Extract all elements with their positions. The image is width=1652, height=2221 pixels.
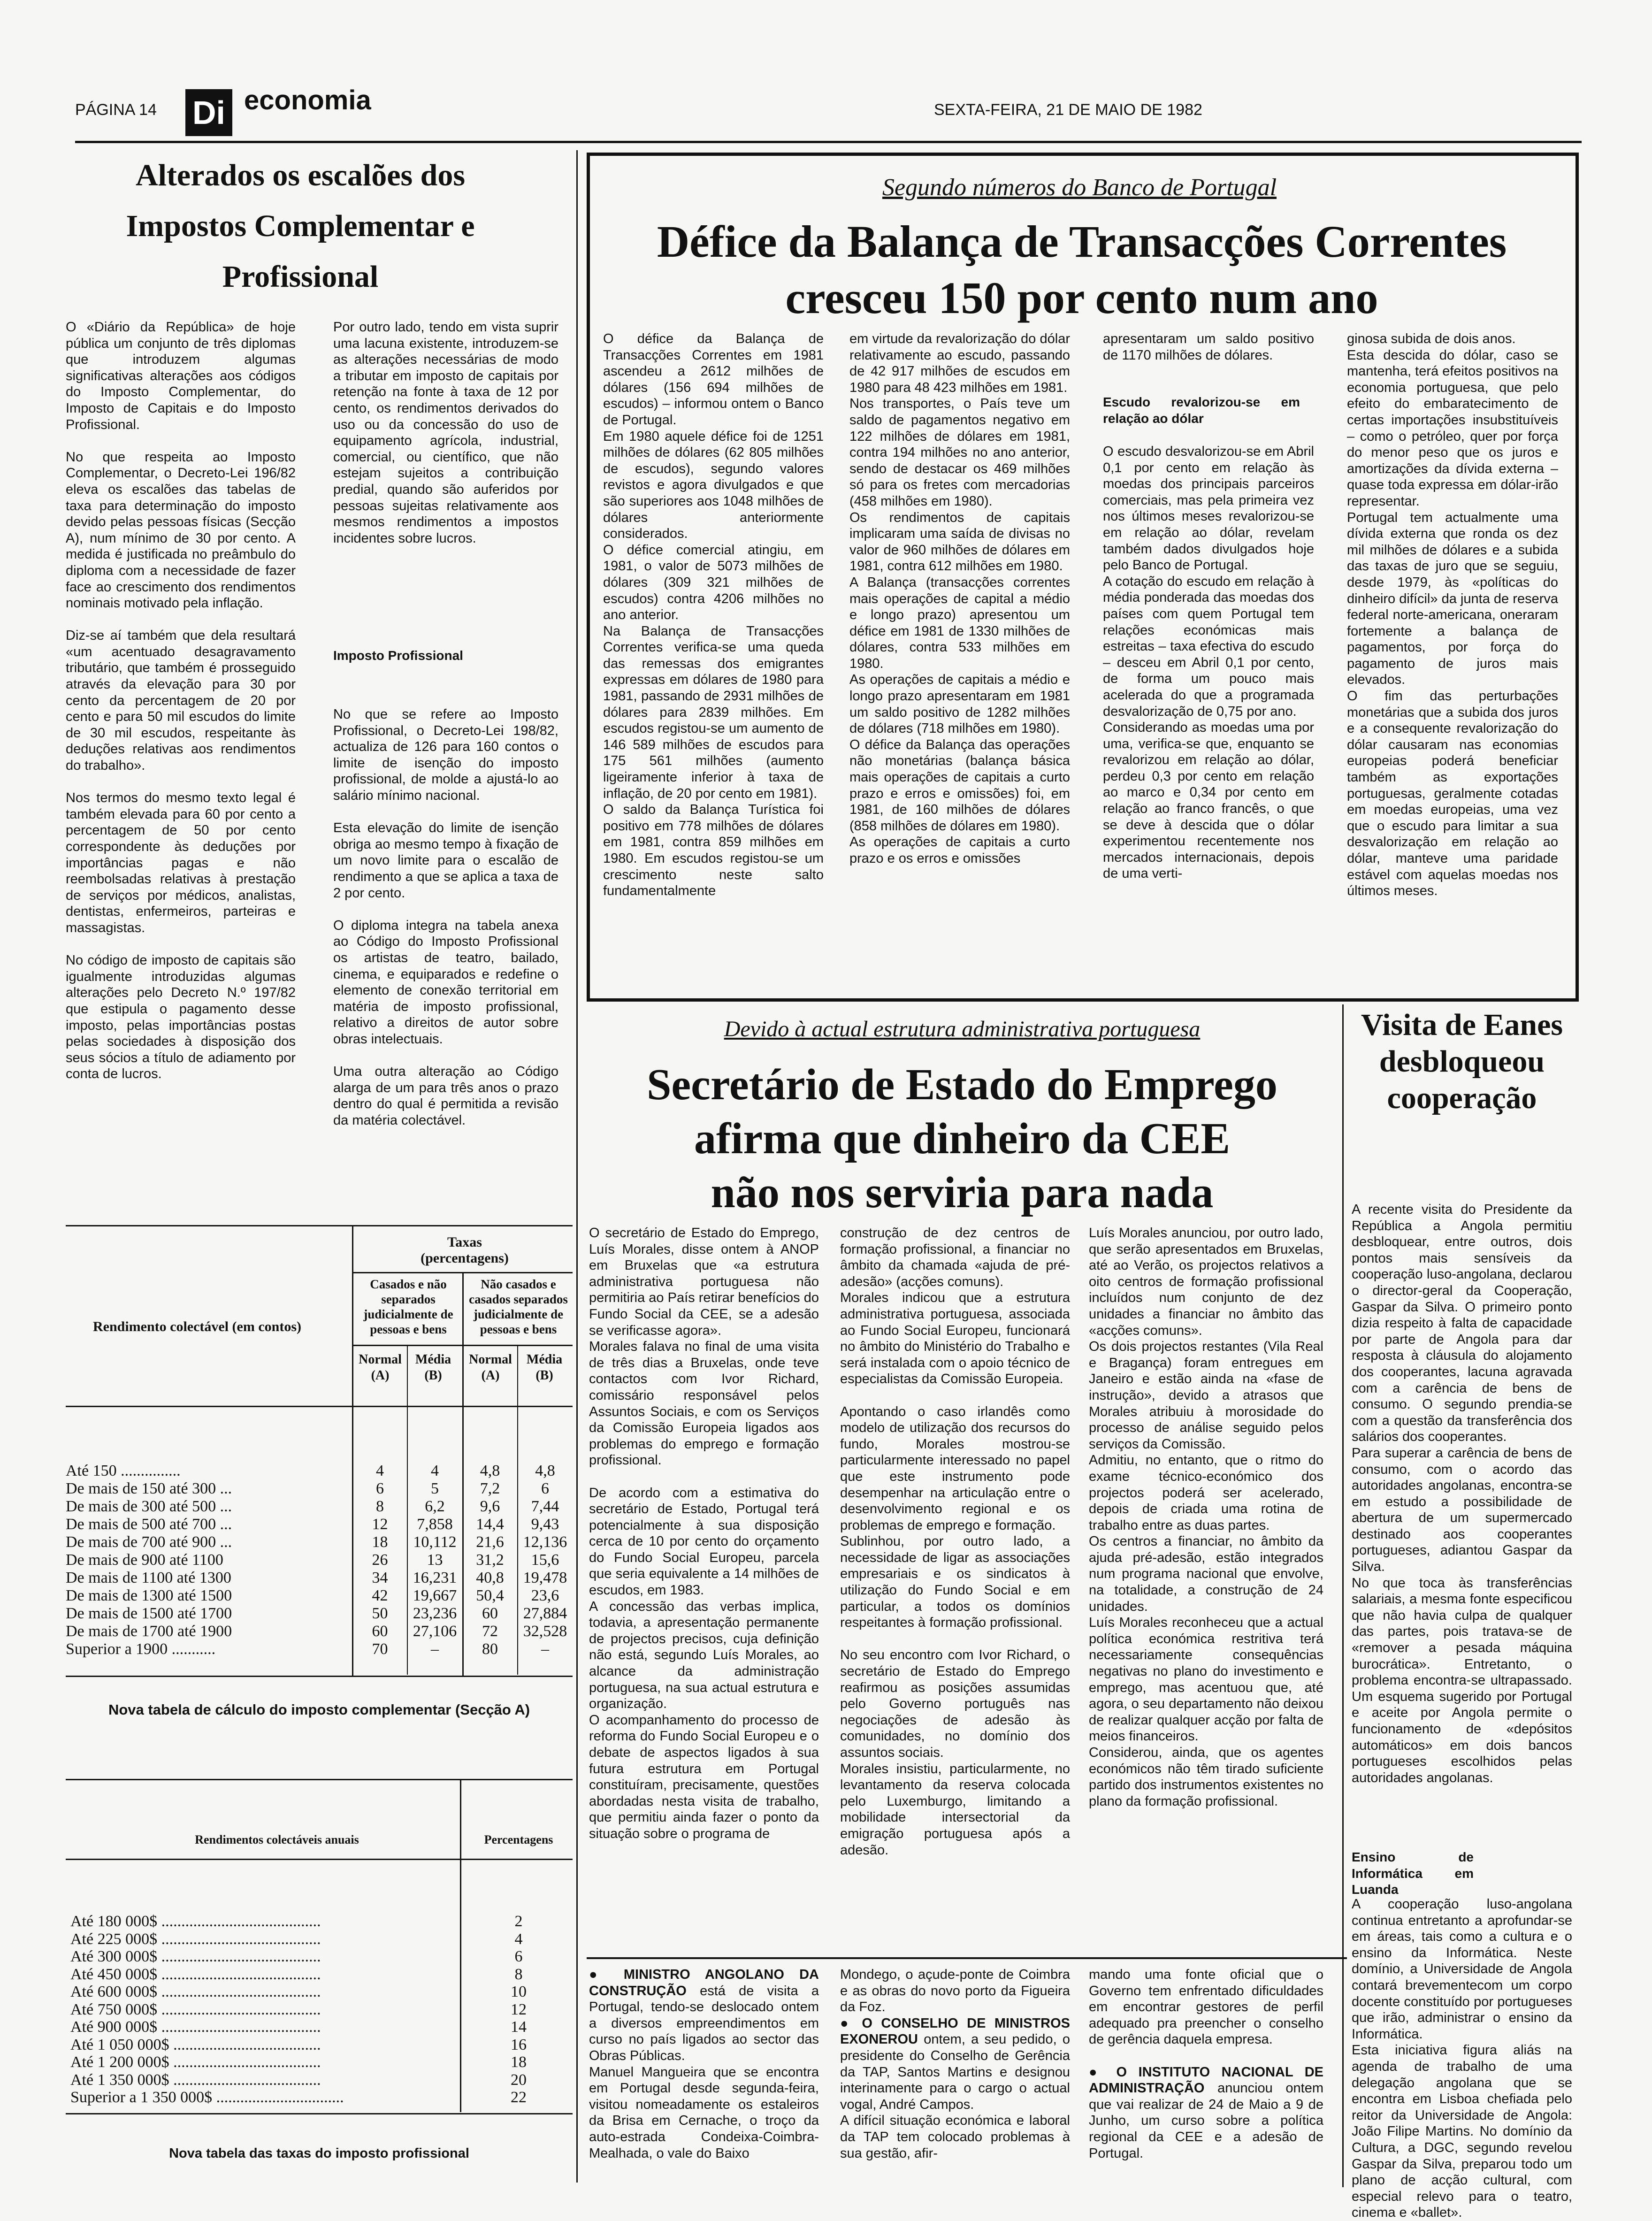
table-cell: 31,2 — [476, 1551, 504, 1569]
cee-kicker: Devido à actual estrutura administrativa portuguesa — [724, 1017, 1201, 1042]
brief-1-text: está de visita a Portugal, tendo-se deslocado ontem a diversos empreendimentos em curso no país ligados ao sector das Obras Públicas. Manuel Mangueira que se encontra em Portugal desde segunda-feira, visitou nomeadamente os estaleiros da Brisa em Cernache, o troço da auto-estrada Condeixa-Coimbra-Mealhada, o vale do Baixo — [589, 1983, 819, 2161]
table-row — [66, 2053, 573, 2071]
eanes-col: A recente visita do Presidente da República a Angola permitiu desbloquear, entre outros, dois pontos mais sensíveis da cooperação luso-angolana, declarou o director-geral da Cooperação, Gaspar da Silva. O primeiro ponto dizia respeito à falta de capacidade por parte de Angola para dar resposta à cláusula do alojamento dos cooperantes, lacuna agravada com a carência de bens de consumo. O segundo prendia-se com a questão da transferência dos salários dos cooperantes. Para superar a carência de bens de consumo, com o acordo das autoridades angolanas, encontra-se em estudo a possibilidade de abertura de um supermercado destinado aos cooperantes portugueses, adiantou Gaspar da Silva. No que toca às transferências salariais, a mesma fonte especificou que não havia culpa de qualquer das partes, pois tratava-se de «remover a pesada máquina burocrática». Entretanto, o problema encontra-se ultrapassado. Um esquema sugerido por Portugal e aceite por Angola permite o funcionamento de «depósitos automáticos» em dois bancos portugueses escolhidos pelas autoridades angolanas. — [1352, 1202, 1572, 1785]
table-cell: Até 1 350 000$ ..................................... — [70, 2071, 321, 2089]
table-cell: De mais de 900 até 1100 — [66, 1551, 223, 1569]
table-cell: 6,2 — [425, 1498, 445, 1515]
table-cell: 32,528 — [523, 1623, 567, 1640]
table-cell: 4 — [376, 1462, 384, 1479]
table-cell: Até 180 000$ ........................................ — [70, 1913, 321, 1930]
table-row — [66, 1605, 573, 1623]
table-cell: 18 — [372, 1533, 388, 1551]
eanes-headline: Visita de Eanes desbloqueou cooperação — [1361, 1008, 1563, 1115]
table-row — [66, 1569, 573, 1587]
brief-4 — [1089, 1967, 1328, 2201]
column-rule — [1342, 1004, 1344, 2187]
table-row — [66, 2089, 573, 2106]
table-row — [66, 1983, 573, 2001]
head-rendimentos: Rendimentos colectáveis anuais — [195, 1833, 359, 1846]
table-row — [66, 1966, 573, 1984]
table-cell: De mais de 1700 até 1900 — [66, 1623, 232, 1640]
head-rule — [66, 1859, 573, 1860]
table-cell: 6 — [541, 1480, 549, 1497]
impostos-col2a: Por outro lado, tendo em vista suprir uma lacuna existente, introduzem-se as alterações necessárias de modo a tributar em imposto de capitais por retenção na fonte à taxa de 12 por cento, os rendimentos derivados do uso ou da concessão do uso de equipamento agrícola, industrial, comercial, ou científico, que não estejam sujeitos a contribuição predial, quando são auferidos por pessoas sujeitas relativamente aos mesmos rendimentos a impostos incidentes sobre lucros. — [333, 320, 563, 546]
column-rule — [576, 150, 578, 2183]
table-cell: 23,6 — [531, 1587, 559, 1604]
cee-headline2: afirma que dinheiro da CEE — [694, 1114, 1231, 1163]
table-cell: 23,236 — [413, 1605, 457, 1622]
table-cell: 2 — [514, 1913, 523, 1930]
table-cell: 7,2 — [480, 1480, 500, 1497]
table-cell: 20 — [511, 2071, 527, 2089]
table-head-taxas: Taxas (percentagens) — [421, 1234, 509, 1266]
table-row — [66, 1640, 573, 1658]
table-cell: De mais de 300 até 500 ... — [66, 1498, 232, 1515]
table-head-nao-casados: Não casados e casados separados judicialmente de pessoas e bens — [469, 1277, 568, 1336]
head-media-b2: Média (B) — [526, 1352, 563, 1383]
table-cell: 12 — [372, 1516, 388, 1533]
table-cell: 12,136 — [523, 1533, 567, 1551]
table-row — [66, 1623, 573, 1640]
eanes-subhead: Ensino de Informática em Luanda — [1352, 1850, 1477, 1897]
table-bottom-rule — [66, 2113, 573, 2114]
table-row — [66, 1533, 573, 1551]
brief-1 — [589, 1967, 823, 2201]
table-cell: 21,6 — [476, 1533, 504, 1551]
table-cell: Até 1 200 000$ ..................................... — [70, 2053, 321, 2071]
table-cell: 13 — [427, 1551, 443, 1569]
table-cell: 4 — [514, 1930, 523, 1948]
table-cell: De mais de 150 até 300 ... — [66, 1480, 232, 1497]
table-cell: 6 — [514, 1948, 523, 1965]
table-cell: Até 600 000$ ........................................ — [70, 1983, 321, 2000]
table-cell: De mais de 1100 até 1300 — [66, 1569, 231, 1586]
table-row — [66, 1930, 573, 1948]
brief-4-text: mando uma fonte oficial que o Governo tem enfrentado dificuldades em encontrar gestores de perfil adequado pra preencher o conselho de gerência daquela empresa. — [1089, 1967, 1328, 2047]
table-complementar — [66, 1225, 573, 1737]
table-cell: 27,884 — [523, 1605, 567, 1622]
masthead — [75, 80, 1577, 136]
table-cell: 72 — [482, 1623, 498, 1640]
table-cell: Superior a 1 350 000$ ................................ — [70, 2089, 344, 2106]
table-head-casados: Casados e não separados judicialmente de pessoas e bens — [363, 1277, 453, 1336]
balanca-col4: ginosa subida de dois anos. Esta descida do dólar, caso se mantenha, terá efeitos positivos na economia portuguesa, que pelo efeito do embaratecimento de certas importações insubstituíveis – como o petróleo, quer por força do menor peso que os juros e amortizações da dívida externa – quase toda expressa em dólar-irão representar. Portugal tem actualmente uma dívida externa que ronda os dez mil milhões de dólares e a subida das taxas de juro que se seguiu, desde 1979, às «políticas do dinheiro difícil» da junta de reserva federal norte-americana, oneraram fortemente a balança de pagamentos, por força do pagamento de juros mais elevados. O fim das perturbações monetárias que a subida dos juros e a consequente revalorização do dólar causaram nas economias europeias poderá beneficiar também as exportações portuguesas, geralmente cotadas em moedas europeias, uma vez que o escudo para limitar a sua desvalorização em relação ao dólar, manteve uma paridade estável com aquelas moedas nos últimos meses. — [1347, 331, 1558, 899]
table-cell: 27,106 — [413, 1623, 457, 1640]
brief-5-title: O INSTITUTO NACIONAL DE ADMINISTRAÇÃO — [1089, 2064, 1327, 2096]
table-row — [66, 1913, 573, 1930]
table-cell: 8 — [514, 1965, 523, 1983]
bullet-icon: ● — [840, 2015, 862, 2031]
balanca-col1: O défice da Balança de Transacções Correntes em 1981 ascendeu a 2612 milhões de dólares (156 694 milhões de escudos) – informou ontem o Banco de Portugal. Em 1980 aquele défice foi de 1251 milhões de dólares (62 805 milhões de escudos), segundo valores revistos e agora divulgados e que são superiores aos 1048 milhões de dólares anteriormente considerados. O défice comercial atingiu, em 1981, o valor de 5073 milhões de dólares (309 321 milhões de escudos) contra 4206 milhões no ano anterior. Na Balança de Transacções Correntes verifica-se uma queda das remessas dos emigrantes expressas em dólares de 1980 para 1981, passando de 2931 milhões de dólares para 2839 milhões. Em escudos registou-se um aumento de 146 589 milhões de escudos para 175 561 milhões (aumento ligeiramente inferior à taxa de inflação, de 20 por cento em 1981). O saldo da Balança Turística foi positivo em 778 milhões de dólares em 1981, contra 859 milhões em 1980. Em escudos registou-se um crescimento neste salto fundamentalmente — [603, 331, 824, 899]
table-cell: Até 750 000$ ........................................ — [70, 2000, 321, 2018]
table-cell: 9,43 — [531, 1516, 559, 1533]
table-cell: 9,6 — [480, 1498, 500, 1515]
table-cell: 14 — [511, 2018, 527, 2036]
table-cell: 5 — [431, 1480, 439, 1497]
page-number: PÁGINA 14 — [75, 101, 157, 119]
cee-col2: construção de dez centros de formação profissional, a financiar no âmbito da chamada «ajuda de pré-adesão» (acções comuns). Morales indicou que a estrutura administrativa portuguesa, associada ao Fundo Social Europeu, funcionará no âmbito do Ministério do Trabalho e será instalada com o apoio técnico de especialistas da Comissão Europeia. Apontando o caso irlandês como modelo de utilização dos recursos do fundo, Morales mostrou-se particularmente interessado no papel que este instrumento pode desempenhar na articulação entre o desenvolvimento regional e os problemas de emprego e formação. Sublinhou, por outro lado, a necessidade de ligar as associações empresariais e os sindicatos à utilização do Fundo Social e em particular, a todos os domínios respeitantes à formação profissional. No seu encontro com Ivor Richard, o secretário de Estado do Emprego reafirmou as posições assumidas pelo Governo português nas negociações de adesão às comunidades, no domínio dos assuntos sociais. Morales insistiu, particularmente, no levantamento da reserva colocada pelo Luxemburgo, limitando a mobilidade intersectorial da emigração portuguesa após a adesão. — [840, 1225, 1070, 1858]
table-cell: – — [431, 1640, 439, 1658]
table-cell: Até 300 000$ ........................................ — [70, 1948, 321, 1965]
head-normal-a2: Normal (A) — [469, 1352, 512, 1383]
table-row — [66, 1551, 573, 1569]
table-bottom-rule — [66, 1676, 573, 1677]
header-rule — [75, 141, 1582, 143]
table-cell: Até 1 050 000$ ..................................... — [70, 2036, 321, 2053]
table-cell: Superior a 1900 ........... — [66, 1640, 216, 1658]
cee-headline1: Secretário de Estado do Emprego — [647, 1060, 1277, 1109]
table-cell: 60 — [372, 1623, 388, 1640]
table-cell: Até 150 ............... — [66, 1462, 181, 1479]
head-media-b: Média (B) — [415, 1352, 451, 1383]
table-cell: 12 — [511, 2000, 527, 2018]
balanca-col3b: O escudo desvalorizou-se em Abril 0,1 por cento em relação às moedas dos principais parceiros comerciais, mas pela primeira vez nos últimos meses revalorizou-se em relação ao dólar, revelam também dados divulgados hoje pelo Banco de Portugal. A cotação do escudo em relação à média ponderada das moedas dos países com quem Portugal tem relações económicas mais estreitas – taxa efectiva do escudo – desceu em Abril 0,1 por cento, de forma um pouco mais acelerada do que a programada desvalorização de 0,75 por ano. Considerando as moedas uma por uma, verifica-se que, enquanto se revalorizou em relação ao dólar, perdeu 0,3 por cento em relação ao marco e 0,34 por cento em relação ao franco francês, o que se deve à descida que o dólar experimentou recentemente nos mercados internacionais, depois de uma verti- — [1103, 444, 1314, 881]
table-cell: 50,4 — [476, 1587, 504, 1604]
table-cell: 4 — [431, 1462, 439, 1479]
cee-col3: Luís Morales anunciou, por outro lado, que serão apresentados em Bruxelas, até ao Verão, os projectos relativos a oito centros de formação profissional incluídos num conjunto de dez unidades a financiar no âmbito das «acções comuns». Os dois projectos restantes (Vila Real e Bragança) foram entregues em Janeiro e estão ainda na «fase de instrução», devido a atrasos que Morales atribuiu à morosidade do processo de análise seguido pelos serviços da Comissão. Admitiu, no entanto, que o ritmo do exame técnico-económico dos projectos poderá ser acelerado, depois de criada uma rotina de trabalho entre as duas partes. Os centros a financiar, no âmbito da ajuda pré-adesão, estão integrados num programa nacional que envolve, na totalidade, a construção de 24 unidades. Luís Morales reconheceu que a actual política económica restritiva terá necessariamente consequências negativas no plano do investimento e emprego, mas acentuou que, até agora, o seu departamento não deixou de realizar qualquer acção por falta de meios financeiros. Considerou, ainda, que os agentes económicos não têm tirado suficiente partido dos instrumentos existentes no plano da formação profissional. — [1089, 1225, 1323, 1809]
balanca-headline1: Défice da Balança de Transacções Correntes — [657, 216, 1507, 267]
table-cell: 19,667 — [413, 1587, 457, 1604]
cee-headline3: não nos serviria para nada — [711, 1168, 1214, 1217]
balanca-kicker: Segundo números do Banco de Portugal — [882, 174, 1277, 201]
brief-2 — [840, 1967, 1074, 2201]
table-row — [66, 1480, 573, 1498]
brief-1-title: MINISTRO ANGOLANO DA CONSTRUÇÃO — [589, 1967, 823, 1999]
table-cell: 6 — [376, 1480, 384, 1497]
table-row — [66, 1948, 573, 1966]
brief-2-text: Mondego, o açude-ponte de Coimbra e as obras do novo porto da Figueira da Foz. — [840, 1967, 1074, 2015]
table-cell: Até 900 000$ ........................................ — [70, 2018, 321, 2036]
impostos-col2b: No que se refere ao Imposto Profissional, o Decreto-Lei 198/82, actualiza de 126 para 160 contos o limite de isenção do imposto profissional, de molde a ajustá-lo ao salário mínimo nacional. Esta elevação do limite de isenção obriga ao mesmo tempo à fixação de um novo limite para o escalão de rendimento a que se aplica a taxa de 2 por cento. O diploma integra na tabela anexa ao Código do Imposto Profissional os artistas de teatro, bailado, cinema, e equiparados e redefine o elemento de conexão territorial em matéria de imposto profissional, relativo a direitos de autor sobre obras intelectuais. Uma outra alteração ao Código alarga de um para três anos o prazo dentro do qual é permitida a revisão da matéria colectável. — [333, 707, 558, 1128]
table-cell: 4,8 — [480, 1462, 500, 1479]
newspaper-logo-icon: Di — [185, 89, 232, 136]
table-cell: 26 — [372, 1551, 388, 1569]
table-cell: 8 — [376, 1498, 384, 1515]
table-cell: De mais de 1300 até 1500 — [66, 1587, 232, 1604]
table-profissional — [66, 1779, 573, 2173]
table-cell: 10 — [511, 1983, 527, 2000]
brief-5-text: anunciou ontem que vai realizar de 24 de Maio a 9 de Junho, um curso sobre a política regional da CEE e a adesão de Portugal. — [1089, 2081, 1328, 2161]
table-cell: 18 — [511, 2053, 527, 2071]
table-top-rule — [66, 1225, 573, 1226]
table-top-rule — [66, 1779, 573, 1780]
balanca-col3a: apresentaram um saldo positivo de 1170 milhões de dólares. — [1103, 331, 1318, 363]
table-cell: 7,858 — [417, 1516, 453, 1533]
table-cell: 7,44 — [531, 1498, 559, 1515]
table-row — [66, 2071, 573, 2089]
section-title: economia — [244, 85, 371, 115]
table-cell: – — [541, 1640, 549, 1658]
table-row — [66, 1462, 573, 1480]
table-row — [66, 2036, 573, 2054]
balanca-col2: em virtude da revalorização do dólar relativamente ao escudo, passando de 42 917 milhões de escudos em 1980 para 48 423 milhões em 1981. Nos transportes, o País teve um saldo de pagamentos negativo em 122 milhões de dólares em 1981, contra 194 milhões no ano anterior, sendo de destacar os 469 milhões só para os fretes com mercadorias (458 milhões em 1980). Os rendimentos de capitais implicaram uma saída de divisas no valor de 960 milhões de dólares em 1981, contra 612 milhões em 1980. A Balança (transacções correntes mais operações de capital a médio e longo prazo) apresentou um défice em 1981 de 1330 milhões de dólares, contra 533 milhões em 1980. As operações de capitais a médio e longo prazo apresentaram em 1981 um saldo positivo de 1282 milhões de dólares (718 milhões em 1980). O défice da Balança das operações não monetárias (balança básica mais operações de capitais a curto prazo e erros e omissões) foi, em 1981, de 160 milhões de dólares (858 milhões de dólares em 1980). As operações de capitais a curto prazo e os erros e omissões — [849, 331, 1070, 866]
issue-date: SEXTA-FEIRA, 21 DE MAIO DE 1982 — [934, 101, 1202, 119]
table-caption: Nova tabela de cálculo do imposto complementar (Secção A) — [108, 1701, 530, 1718]
table-cell: 15,6 — [531, 1551, 559, 1569]
impostos-subhead: Imposto Profissional — [333, 648, 463, 663]
bullet-icon: ● — [589, 1967, 624, 1982]
head-percentagens: Percentagens — [484, 1833, 553, 1846]
table-cell: De mais de 700 até 900 ... — [66, 1533, 232, 1551]
eanes-col-b: A cooperação luso-angolana continua entretanto a aprofundar-se em áreas, tais como a cultura e o ensino da Informática. Neste domínio, a Universidade de Angola contará brevementecom um corpo docente constituído por portugueses que irão, administrar o ensino da Informática. Esta iniciativa figura aliás na agenda de trabalho de uma delegação angolana que se encontra em Lisboa chefiada pelo reitor da Universidade de Angola: João Filipe Martins. No domínio da Cultura, a DGC, segundo revelou Gaspar da Silva, preparou todo um plano de acção cultural, com especial relevo para o teatro, cinema e «ballet». — [1352, 1897, 1572, 2221]
table-cell: 60 — [482, 1605, 498, 1622]
cee-col1: O secretário de Estado do Emprego, Luís Morales, disse ontem à ANOP em Bruxelas que «a estrutura administrativa portuguesa não permitiria ao País retirar benefícios do Fundo Social da CEE, se a adesão se verificasse agora». Morales falava no final de uma visita de três dias a Bruxelas, onde teve contactos com Ivor Richard, comissário responsável pelos Assuntos Sociais, e com os Serviços da Comissão Europeia ligados aos problemas do emprego e formação profissional. De acordo com a estimativa do secretário de Estado, Portugal terá potencialmente à sua disposição cerca de 10 por cento do orçamento do Fundo Social Europeu, parcela que seria equivalente a 14 milhões de escudos, em 1983. A concessão das verbas implica, todavia, a apresentação permanente de projectos precisos, cuja definição não está, segundo Luís Morales, ao alcance da administração portuguesa, na sua actual estrutura e organização. O acompanhamento do processo de reforma do Fundo Social Europeu e o debate de aspectos ligados à sua futura estrutura em Portugal constituíram, precisamente, questões abordadas nesta visita de trabalho, que permitiu ainda fazer o ponto da situação sobre o programa de — [589, 1225, 819, 1841]
table-cell: 16,231 — [413, 1569, 457, 1586]
table-cell: De mais de 500 até 700 ... — [66, 1516, 232, 1533]
impostos-col1: O «Diário da República» de hoje pública um conjunto de três diplomas que introduzem algumas significativas alterações aos códigos do Imposto Complementar, do Imposto de Capitais e do Imposto Profissional. No que respeita ao Imposto Complementar, o Decreto-Lei 196/82 eleva os escalões das tabelas de taxa para determinação do imposto devido pelas pessoas físicas (Secção A), num mínimo de 30 por cento. A medida é justificada no preâmbulo do diploma com a necessidade de fazer face ao crescimento dos rendimentos nominais motivado pela inflação. Diz-se aí também que dela resultará «um acentuado desagravamento tributário, que também é prosseguido através da elevação para 30 por cento da percentagem de 20 por cento e para 50 mil escudos do limite de 30 mil escudos, respeitante às deduções relativas aos rendimentos do trabalho». Nos termos do mesmo texto legal é também elevada para 60 por cento a percentagem de 50 por cento correspondente às deduções por importâncias pagas e não reembolsadas relativas à prestação de serviços por médicos, analistas, dentistas, enfermeiros, parteiras e massagistas. No código de imposto de capitais são igualmente introduzidas algumas alterações pelo Decreto N.º 197/82 que estipula o pagamento desse imposto, pelas importâncias postas pelas sociedades à disposição dos seus sócios a título de adiamento por conta de lucros. — [66, 320, 296, 1082]
table-cell: Até 225 000$ ........................................ — [70, 1930, 321, 1948]
table-cell: 22 — [511, 2089, 527, 2106]
briefs-rule — [587, 1957, 1347, 1959]
table-cell: 14,4 — [476, 1516, 504, 1533]
table-cell: Até 450 000$ ........................................ — [70, 1965, 321, 1983]
table-row — [66, 1498, 573, 1516]
head-rule — [352, 1345, 573, 1346]
table-cell: De mais de 1500 até 1700 — [66, 1605, 232, 1622]
table-cell: 34 — [372, 1569, 388, 1586]
table-cell: 10,112 — [413, 1533, 457, 1551]
table-head-rendimento: Rendimento colectável (em contos) — [92, 1319, 302, 1334]
table-row — [66, 2018, 573, 2036]
table-cell: 80 — [482, 1640, 498, 1658]
bullet-icon: ● — [1089, 2064, 1117, 2080]
table-cell: 40,8 — [476, 1569, 504, 1586]
balanca-subhead: Escudo revalorizou-se em relação ao dólar — [1103, 395, 1304, 426]
table-row — [66, 2001, 573, 2019]
table-row — [66, 1516, 573, 1533]
balanca-headline2: cresceu 150 por cento num ano — [785, 273, 1378, 323]
brief-3-title: O CONSELHO DE MINISTROS EXONEROU — [840, 2015, 1074, 2047]
table-cell: 4,8 — [535, 1462, 555, 1479]
table-cell: 19,478 — [523, 1569, 567, 1586]
table-cell: 16 — [511, 2036, 527, 2053]
brief-3-text: ontem, a seu pedido, o presidente do Conselho de Gerência da TAP, Santos Martins e designou interinamente para o cargo o actual vogal, André Campos. A difícil situação económica e laboral da TAP tem colocado problemas à sua gestão, afir- — [840, 2032, 1070, 2161]
table-cell: 42 — [372, 1587, 388, 1604]
table-cell: 70 — [372, 1640, 388, 1658]
table-cell: 50 — [372, 1605, 388, 1622]
head-rule — [66, 1406, 573, 1407]
headline-impostos: Alterados os escalões dos Impostos Complementar e Profissional — [126, 158, 475, 294]
head-normal-a: Normal (A) — [359, 1352, 402, 1383]
table-caption: Nova tabela das taxas do imposto profissional — [169, 2146, 469, 2161]
table-row — [66, 1587, 573, 1605]
